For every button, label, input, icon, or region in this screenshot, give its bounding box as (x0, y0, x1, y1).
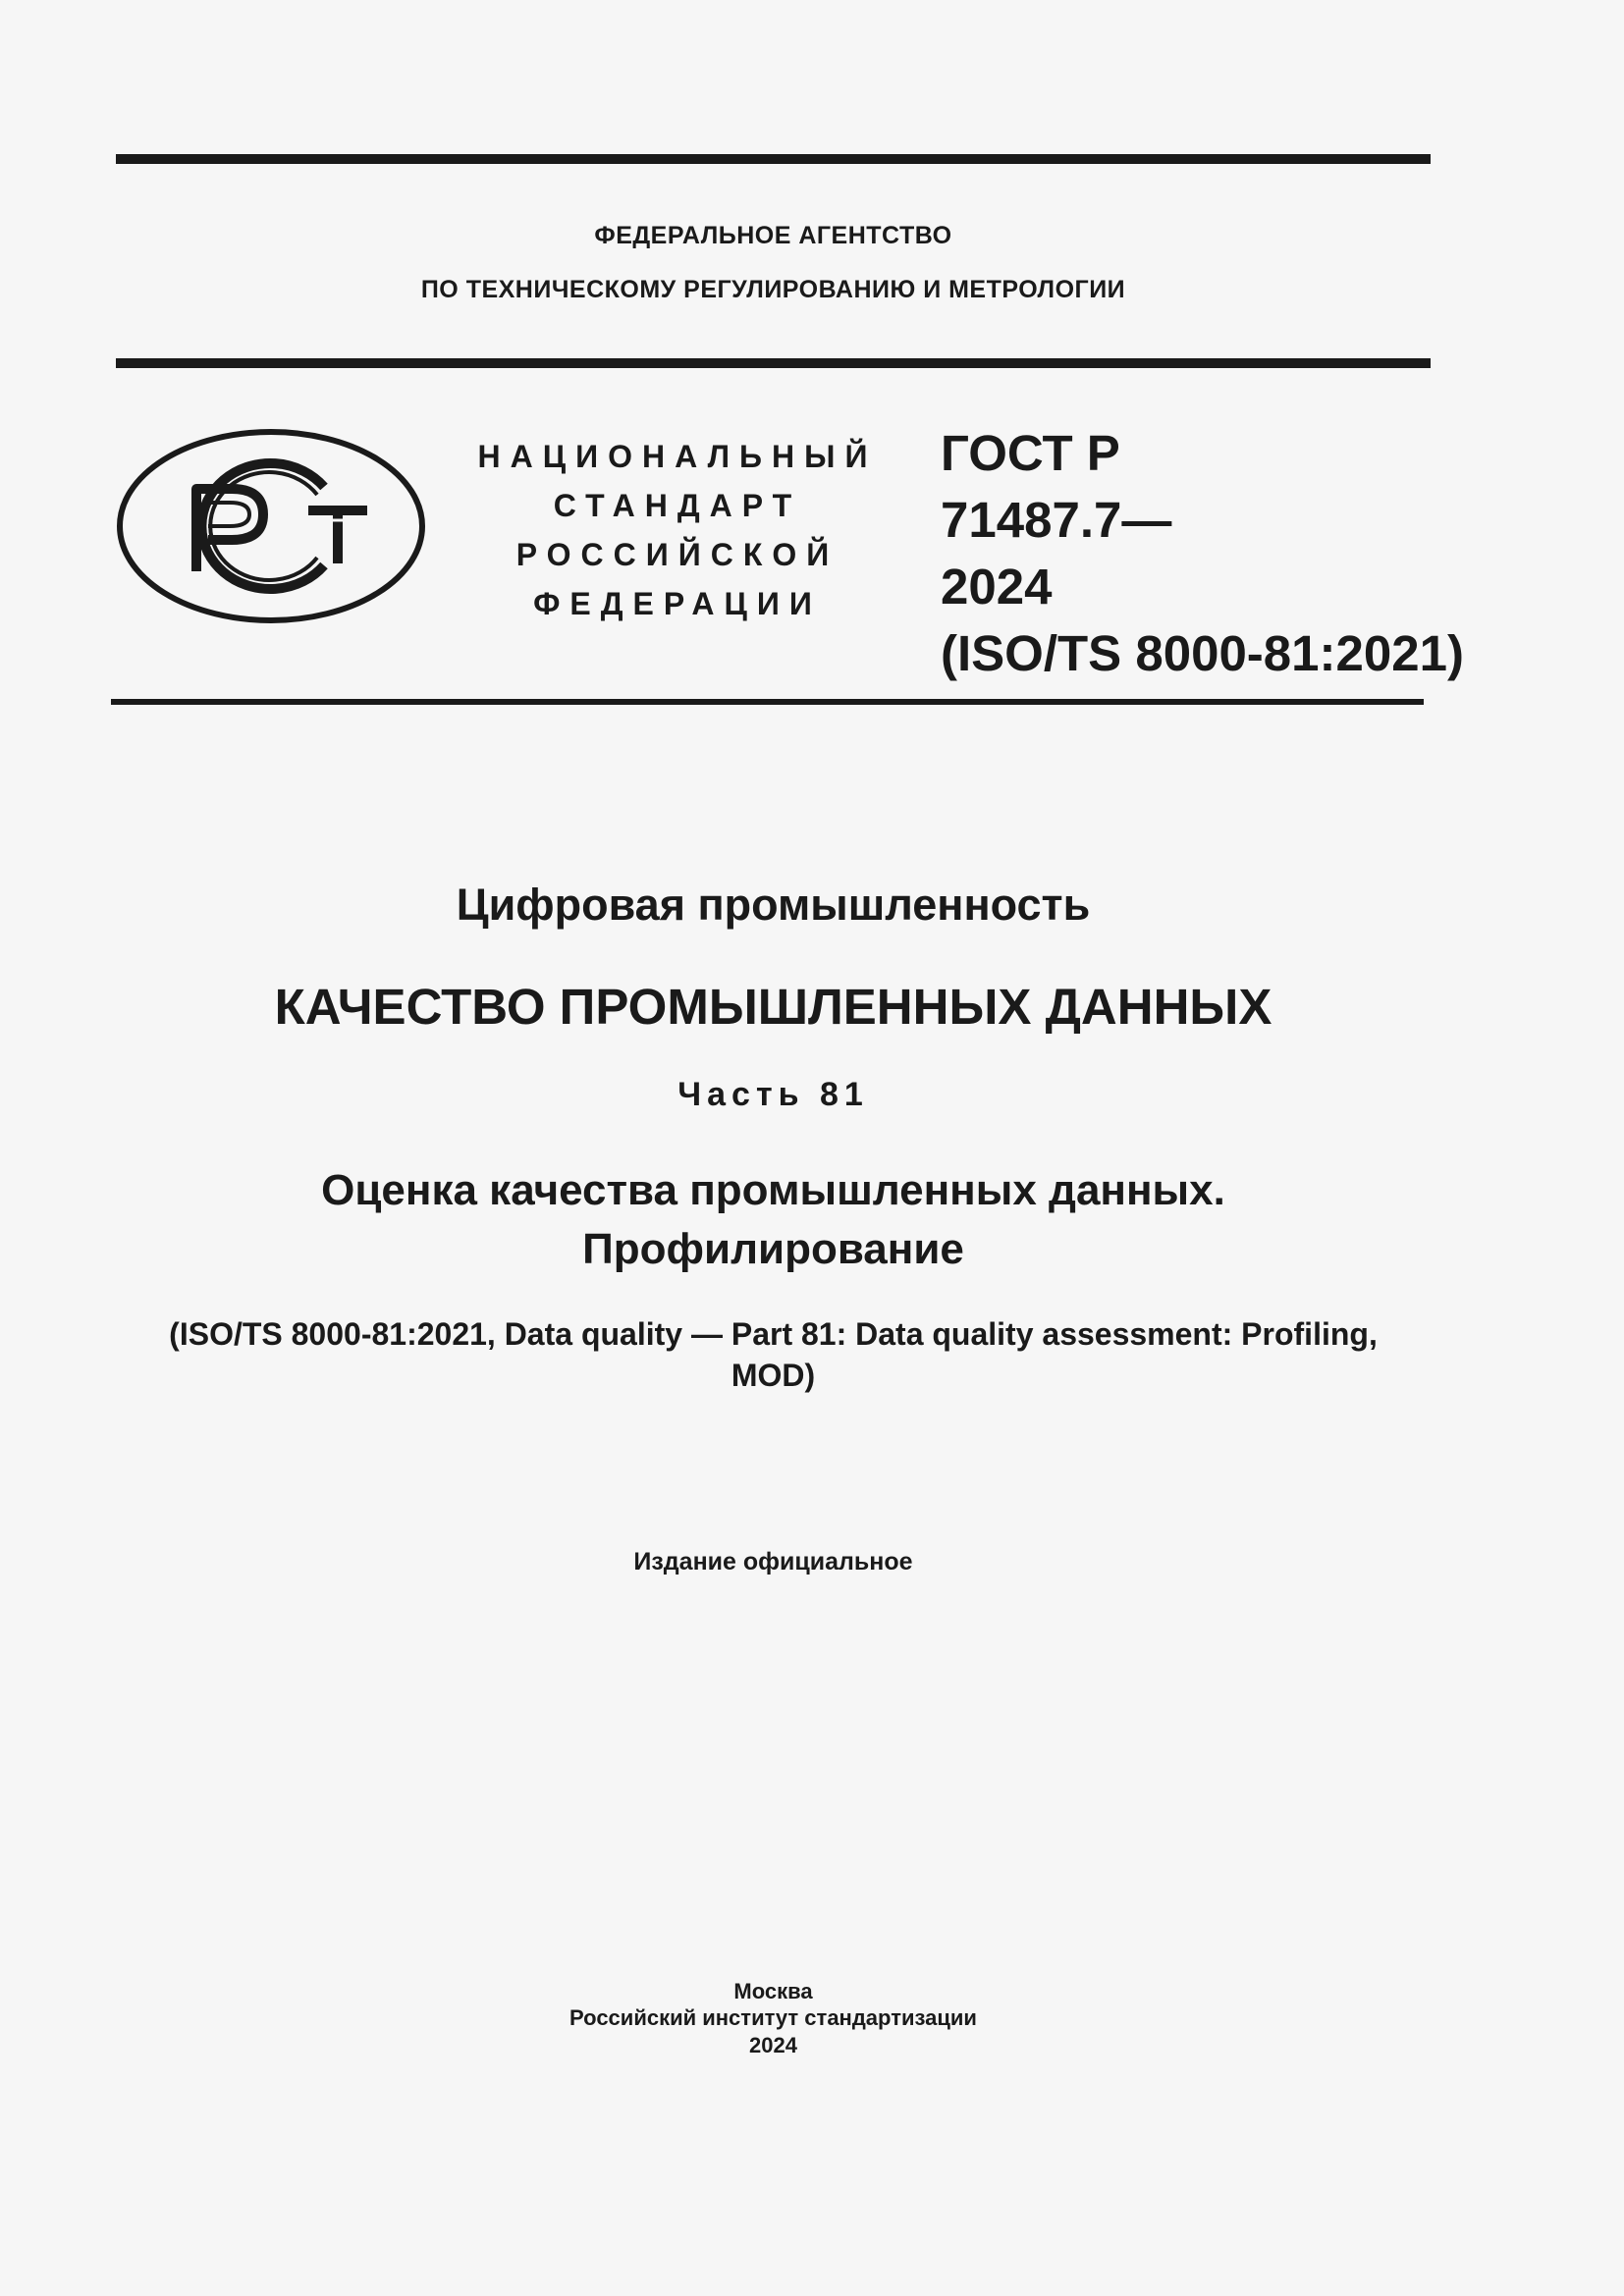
iso-reference-line-2: MOD) (731, 1358, 816, 1393)
part-number: Часть 81 (677, 1076, 869, 1113)
part-title-line-1: Оценка качества промышленных данных. (321, 1166, 1225, 1214)
national-line: РОССИЙСКОЙ (515, 537, 839, 572)
edition-label: Издание официальное (633, 1548, 913, 1575)
national-line: СТАНДАРТ (553, 488, 802, 523)
agency-line-2: ПО ТЕХНИЧЕСКОМУ РЕГУЛИРОВАНИЮ И МЕТРОЛОГИИ (420, 276, 1126, 303)
gost-designation (941, 420, 1464, 687)
top-rule (116, 154, 1431, 164)
national-standard-label (461, 432, 893, 628)
middle-rule (116, 358, 1431, 368)
gost-line: ГОСТ Р (941, 425, 1120, 481)
gost-line: 71487.7— (941, 492, 1172, 548)
national-line: ФЕДЕРАЦИИ (533, 586, 822, 621)
document-subtitle: Цифровая промышленность (456, 880, 1091, 930)
rst-seal-icon (116, 428, 426, 624)
publisher-name: Российский институт стандартизации (569, 2005, 977, 2030)
part-title-line-2: Профилирование (582, 1225, 964, 1273)
agency-line-1: ФЕДЕРАЛЬНОЕ АГЕНТСТВО (594, 222, 952, 249)
gost-line: 2024 (941, 559, 1053, 614)
iso-reference-line-1: (ISO/TS 8000-81:2021, Data quality — Part 81: Data quality assessment: Profiling, (169, 1316, 1378, 1352)
national-line: НАЦИОНАЛЬНЫЙ (477, 439, 878, 474)
publication-city: Москва (733, 1979, 813, 2003)
bottom-rule (111, 699, 1424, 705)
document-title: КАЧЕСТВО ПРОМЫШЛЕННЫХ ДАННЫХ (274, 979, 1272, 1035)
publication-year: 2024 (749, 2033, 797, 2057)
gost-line: (ISO/TS 8000-81:2021) (941, 625, 1464, 681)
